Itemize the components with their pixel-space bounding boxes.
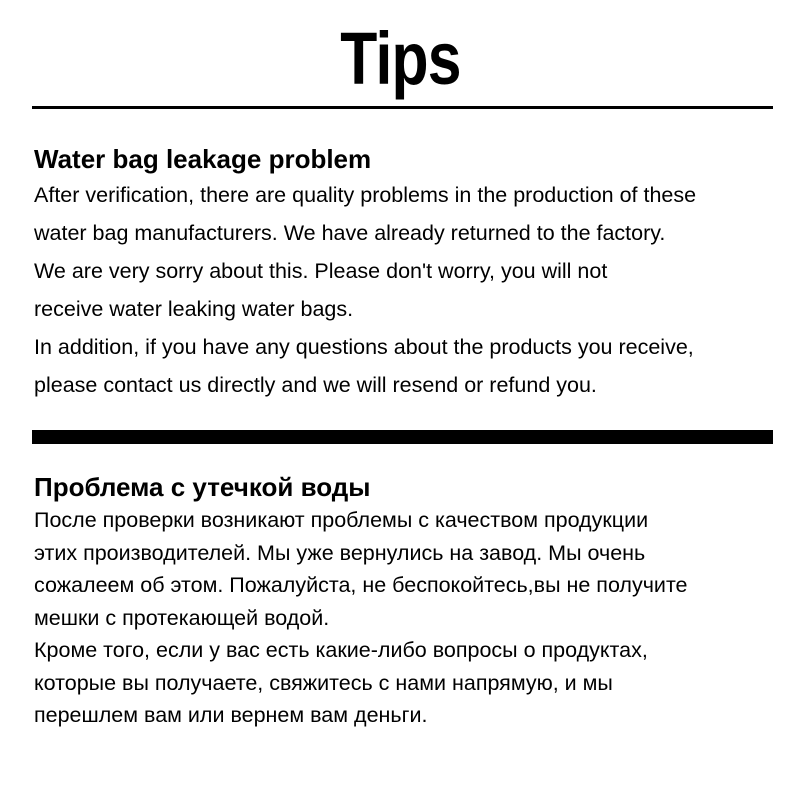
russian-line: сожалеем об этом. Пожалуйста, не беспокойтесь,вы не получите xyxy=(34,573,688,597)
english-line: After verification, there are quality problems in the production of these xyxy=(34,183,697,207)
english-line: In addition, if you have any questions about the products you receive, xyxy=(34,335,694,359)
section-divider xyxy=(32,430,773,444)
english-line: please contact us directly and we will resend or refund you. xyxy=(34,373,597,397)
russian-heading: Проблема с утечкой воды xyxy=(34,472,371,502)
page-title: Tips xyxy=(340,17,461,100)
russian-section xyxy=(34,470,779,732)
russian-line: мешки с протекающей водой. xyxy=(34,605,330,630)
russian-line: этих производителей. Мы уже вернулись на завод. Мы очень xyxy=(34,540,646,565)
russian-line: Кроме того, если у вас есть какие-либо вопросы о продуктах, xyxy=(34,638,648,662)
english-line: receive water leaking water bags. xyxy=(34,297,354,321)
english-section xyxy=(34,142,779,404)
russian-line: После проверки возникают проблемы с качеством продукции xyxy=(34,508,649,532)
russian-line: перешлем вам или вернем вам деньги. xyxy=(34,703,428,727)
russian-line: которые вы получаете, свяжитесь с нами напрямую, и мы xyxy=(34,670,613,695)
english-line: water bag manufacturers. We have already returned to the factory. xyxy=(34,221,666,245)
english-heading: Water bag leakage problem xyxy=(34,144,372,174)
title-divider xyxy=(32,106,773,109)
english-line: We are very sorry about this. Please don't worry, you will not xyxy=(34,259,608,283)
